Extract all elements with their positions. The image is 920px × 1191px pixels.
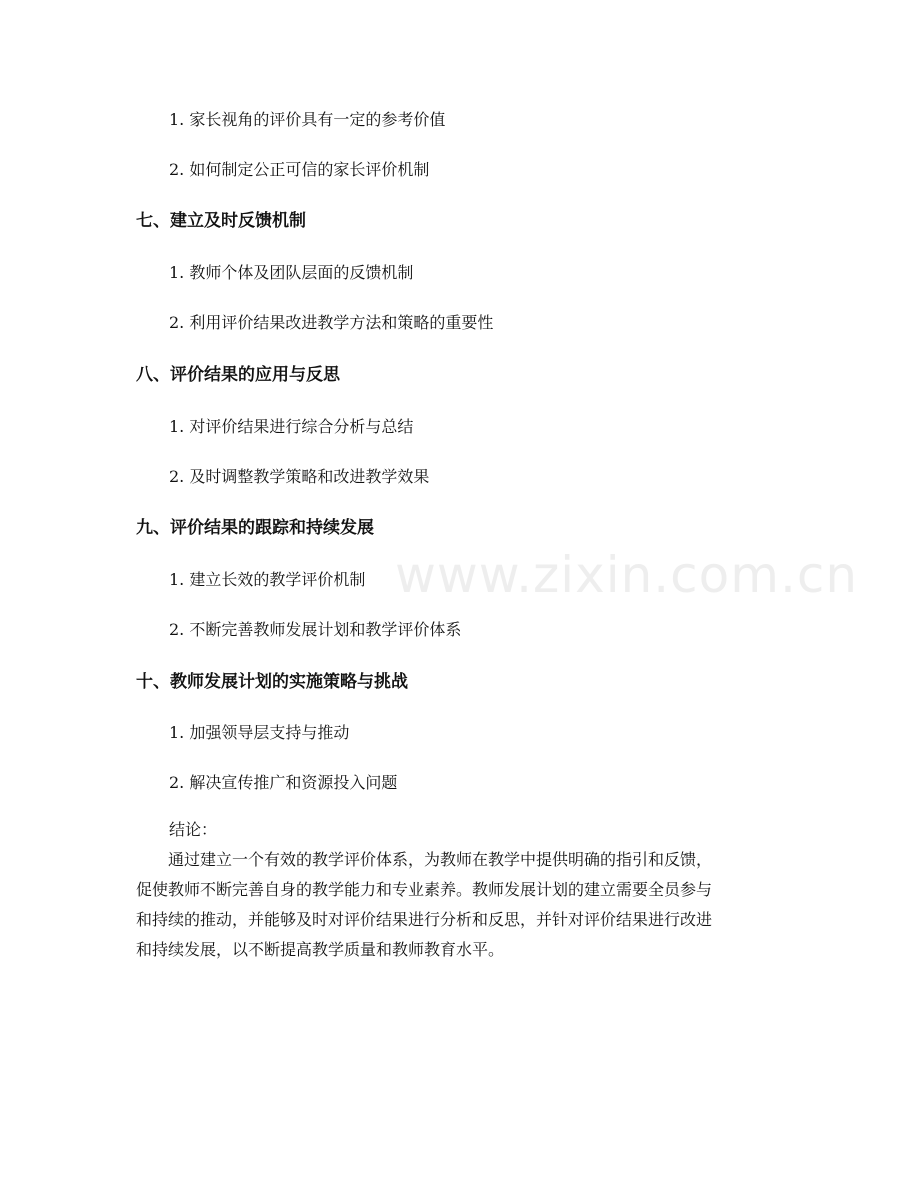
conclusion-label: 结论： bbox=[169, 820, 218, 839]
section-heading: 十、教师发展计划的实施策略与挑战 bbox=[136, 672, 408, 692]
list-item: 1. 加强领导层支持与推动 bbox=[169, 723, 350, 742]
paragraph-line: 和持续的推动，并能够及时对评价结果进行分析和反思，并针对评价结果进行改进 bbox=[136, 910, 713, 929]
list-item: 1. 家长视角的评价具有一定的参考价值 bbox=[169, 110, 446, 129]
list-item: 2. 及时调整教学策略和改进教学效果 bbox=[169, 467, 430, 486]
list-item: 2. 不断完善教师发展计划和教学评价体系 bbox=[169, 620, 462, 639]
list-item: 2. 解决宣传推广和资源投入问题 bbox=[169, 773, 398, 792]
paragraph-line: 和持续发展，以不断提高教学质量和教师教育水平。 bbox=[136, 940, 505, 959]
section-heading: 七、建立及时反馈机制 bbox=[136, 211, 306, 231]
section-heading: 九、评价结果的跟踪和持续发展 bbox=[136, 518, 374, 538]
paragraph-line: 促使教师不断完善自身的教学能力和专业素养。教师发展计划的建立需要全员参与 bbox=[136, 880, 713, 899]
paragraph-line: 通过建立一个有效的教学评价体系，为教师在教学中提供明确的指引和反馈， bbox=[168, 850, 713, 869]
list-item: 1. 教师个体及团队层面的反馈机制 bbox=[169, 263, 414, 282]
conclusion-paragraph bbox=[136, 845, 788, 965]
watermark: www.zixin.com.cn bbox=[395, 546, 859, 604]
list-item: 2. 如何制定公正可信的家长评价机制 bbox=[169, 160, 430, 179]
list-item: 1. 对评价结果进行综合分析与总结 bbox=[169, 417, 414, 436]
list-item: 2. 利用评价结果改进教学方法和策略的重要性 bbox=[169, 313, 494, 332]
list-item: 1. 建立长效的教学评价机制 bbox=[169, 570, 366, 589]
section-heading: 八、评价结果的应用与反思 bbox=[136, 365, 340, 385]
